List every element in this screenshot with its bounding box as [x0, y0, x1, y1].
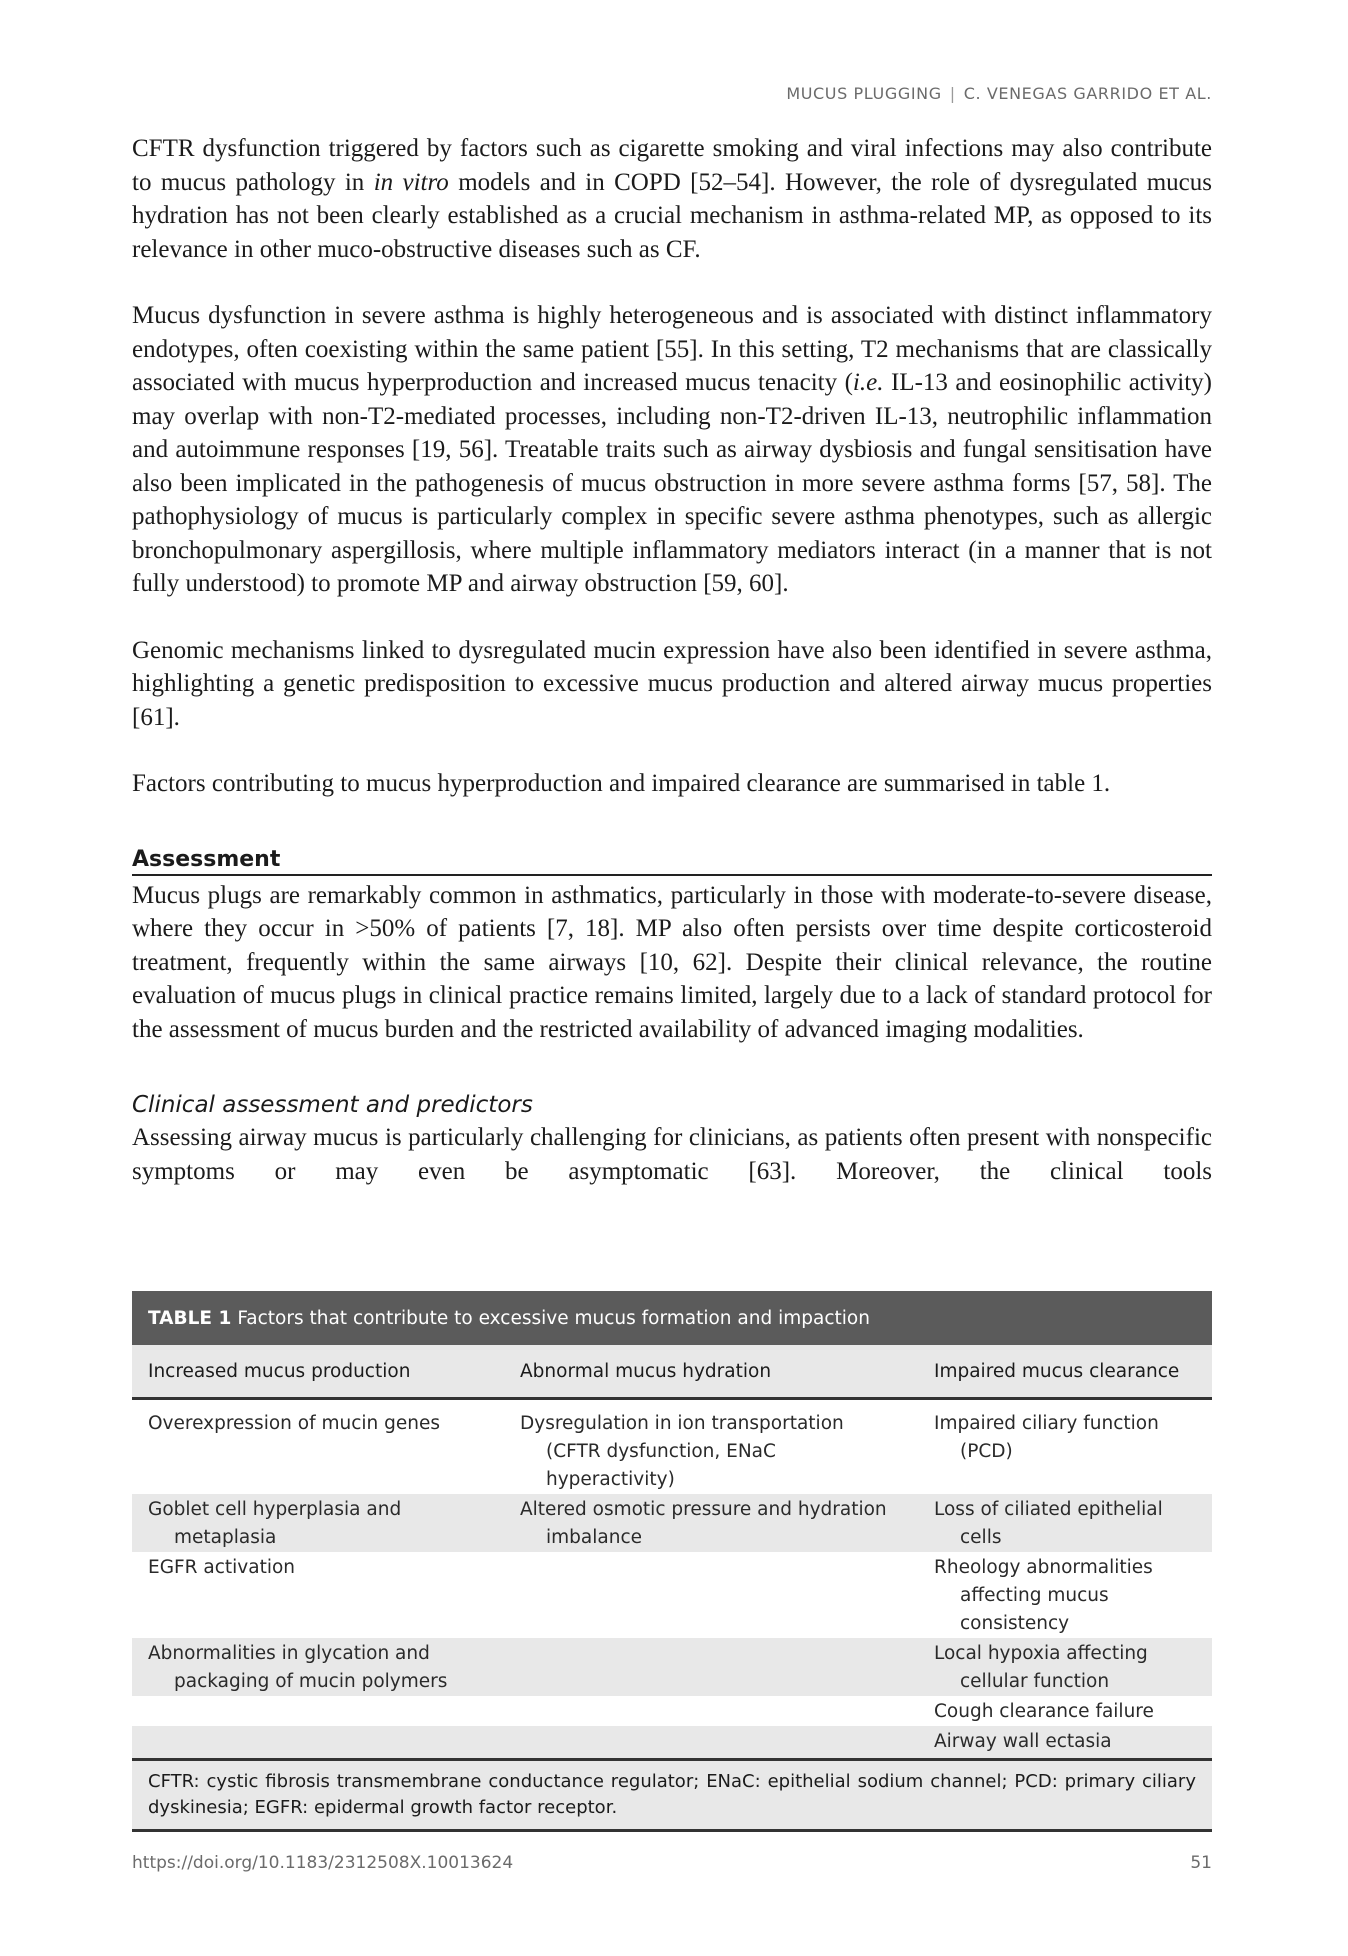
table-caption-text: Factors that contribute to excessive mucus formation and impaction [237, 1307, 870, 1329]
table-cell: Loss of ciliated epithelial cells [918, 1494, 1212, 1552]
table-cell: Cough clearance failure [934, 1701, 1154, 1722]
table-cell [132, 1726, 504, 1758]
table-cell [504, 1638, 918, 1696]
table-cell: Impaired ciliary function (PCD) [934, 1413, 1159, 1462]
table-cell [504, 1552, 918, 1638]
table-row [132, 1696, 1212, 1726]
table-cell [504, 1726, 918, 1758]
body-text [132, 132, 1212, 1221]
table-cell: Altered osmotic pressure and hydration imbalance [504, 1494, 918, 1552]
table-row [132, 1638, 1212, 1696]
paragraph-assessment: Mucus plugs are remarkably common in asthmatics, particularly in those with moderate-to-severe disease, where they occur in >50% of patients [7, 18]. MP also often persists over time despite corticosteroid treatment, frequently within the same airways [10, 62]. Despite their clinical relevance, the routine evaluation of mucus plugs in clinical practice remains limited, largely due to a lack of standard protocol for the assessment of mucus burden and the restricted availability of advanced imaging modalities. [132, 881, 1212, 1043]
table-cell: Rheology abnormalities affecting mucus consistency [934, 1557, 1153, 1634]
subsection-heading-clinical: Clinical assessment and predictors [132, 1092, 533, 1118]
table-cell: Abnormalities in glycation and packaging of mucin polymers [132, 1638, 504, 1696]
table-label: TABLE 1 [148, 1307, 232, 1329]
column-header: Increased mucus production [132, 1345, 504, 1399]
table-row [132, 1552, 1212, 1638]
table-cell: Local hypoxia affecting cellular function [918, 1638, 1212, 1696]
paragraph-table-reference: Factors contributing to mucus hyperproduction and impaired clearance are summarised in table 1. [132, 770, 1111, 797]
table-header-row [132, 1345, 1212, 1399]
table-caption [132, 1291, 1212, 1345]
table-1 [132, 1291, 1212, 1832]
authors: C. VENEGAS GARRIDO ET AL. [963, 84, 1212, 103]
table-cell [132, 1696, 504, 1726]
table-footnote: CFTR: cystic fibrosis transmembrane conductance regulator; ENaC: epithelial sodium channel; PCD: primary ciliary dyskinesia; EGFR: epidermal growth factor receptor. [132, 1758, 1212, 1832]
table-cell: EGFR activation [148, 1557, 296, 1578]
column-header: Impaired mucus clearance [918, 1345, 1212, 1399]
table-row [132, 1726, 1212, 1758]
table-row [132, 1494, 1212, 1552]
table-cell: Dysregulation in ion transportation (CFTR dysfunction, ENaC hyperactivity) [520, 1413, 844, 1490]
header-separator: | [949, 84, 956, 103]
paragraph-cftr: CFTR dysfunction triggered by factors such as cigarette smoking and viral infections may also contribute to mucus pathology in in vitro models and in COPD [52–54]. However, the role of dysregulated mucus hydration has not been clearly established as a crucial mechanism in asthma-related MP, as opposed to its relevance in other muco-obstructive diseases such as CF. [132, 135, 1212, 263]
doi-link[interactable]: https://doi.org/10.1183/2312508X.10013624 [132, 1853, 514, 1873]
page-number: 51 [1190, 1853, 1212, 1873]
table-cell [504, 1696, 918, 1726]
table-row [132, 1399, 1212, 1495]
running-head [786, 84, 1212, 103]
table-cell: Overexpression of mucin genes [148, 1413, 441, 1434]
section-heading-assessment: Assessment [132, 847, 1212, 876]
paragraph-genomic: Genomic mechanisms linked to dysregulated mucin expression have also been identified in severe asthma, highlighting a genetic predisposition to excessive mucus production and altered airway mucus properties [61]. [132, 636, 1212, 731]
table-cell: Airway wall ectasia [918, 1726, 1212, 1758]
factors-table [132, 1345, 1212, 1758]
column-header: Abnormal mucus hydration [504, 1345, 918, 1399]
paragraph-clinical: Assessing airway mucus is particularly challenging for clinicians, as patients often present with nonspecific symptoms or may even be asymptomatic [63]. Moreover, the clinical tools [132, 1124, 1212, 1185]
paragraph-mucus-dysfunction: Mucus dysfunction in severe asthma is highly heterogeneous and is associated with distinct inflammatory endotypes, often coexisting within the same patient [55]. In this setting, T2 mechanisms that are classically associated with mucus hyperproduction and increased mucus tenacity (i.e. IL-13 and eosinophilic activity) may overlap with non-T2-mediated processes, including non-T2-driven IL-13, neutrophilic inflammation and autoimmune responses [19, 56]. Treatable traits such as airway dysbiosis and fungal sensitisation have also been implicated in the pathogenesis of mucus obstruction in more severe asthma forms [57, 58]. The pathophysiology of mucus is particularly complex in specific severe asthma phenotypes, such as allergic bronchopulmonary aspergillosis, where multiple inflammatory mediators interact (in a manner that is not fully understood) to promote MP and airway obstruction [59, 60]. [132, 302, 1213, 597]
table-cell: Goblet cell hyperplasia and metaplasia [132, 1494, 504, 1552]
journal-tag: MUCUS PLUGGING [786, 84, 942, 103]
